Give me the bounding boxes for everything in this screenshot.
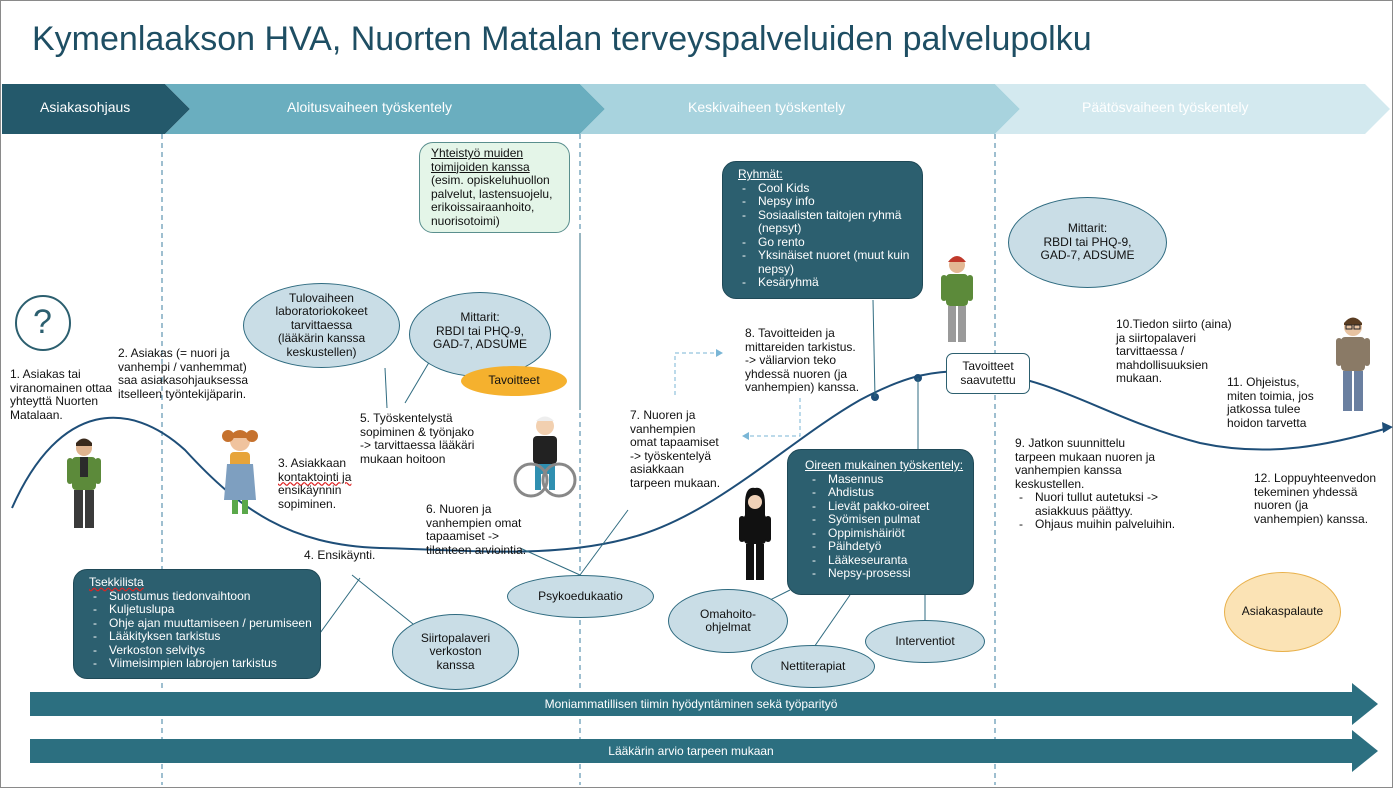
connector [580,510,628,575]
collaboration-box: Yhteistyö muiden toimijoiden kanssa (esim. opiskeluhuollon palvelut, lastensuojelu, erikoissairaanhoito, nuorisotoimi) [419,142,570,233]
checklist-box [73,569,321,679]
symptom-item: - Masennus [808,473,967,487]
group-item: - Kesäryhmä [738,276,916,290]
step-2: 2. Asiakas (= nuori ja vanhempi / vanhemmat) saa asiakasohjauksessa itselleen työntekijäparin. [118,346,249,401]
goals-reached-box: Tavoitteet saavutettu [946,353,1030,394]
group-item: - Go rento [738,236,916,250]
step-8: 8. Tavoitteiden ja mittareiden tarkistus. -> väliarvion teko yhdessä nuoren (ja vanhempien) kanssa. [745,326,860,394]
symptom-work-box [787,449,974,595]
step-11: 11. Ohjeistus, miten toimia, jos jatkossa tulee hoidon tarvetta [1227,375,1314,430]
step-12: 12. Loppuyhteenvedon tekeminen yhdessä nuoren (ja vanhempien) kanssa. [1254,471,1377,526]
psychoeducation-ellipse: Psykoedukaatio [507,575,654,618]
symptom-item: - Ahdistus [808,486,967,500]
step-3: 3. Asiakkaan kontaktointi ja ensikäynnin sopiminen. [278,456,352,511]
step-10: 10.Tiedon siirto (aina) ja siirtopalaveri tarvittaessa / mahdollisuuksien mukaan. [1116,317,1232,385]
page-title: Kymenlaakson HVA, Nuorten Matalan terveyspalveluiden palvelupolku [32,20,1092,58]
symptom-item: - Nepsy-prosessi [808,567,967,581]
symptom-item: - Syömisen pulmat [808,513,967,527]
phase-label-4: Päätösvaiheen työskentely [1082,99,1249,115]
phase-label-1: Asiakasohjaus [40,99,131,115]
connector [385,368,387,408]
doctor-assessment-bar [30,739,1352,763]
customer-feedback-ellipse: Asiakaspalaute [1224,572,1341,652]
checklist-item: - Kuljetuslupa [89,603,314,617]
step-5: 5. Työskentelystä sopiminen & työnjako -> tarvittaessa lääkäri mukaan hoitoon [360,411,475,466]
groups-box [722,161,923,299]
groups-title: Ryhmät: [738,167,783,181]
symptom-item: - Lääkeseuranta [808,554,967,568]
multiprofessional-bar-arrowhead [1352,683,1378,725]
connector [315,578,360,640]
connector [873,300,875,397]
goals-ellipse: Tavoitteet [461,366,567,396]
net-therapies-ellipse: Nettiterapiat [751,645,875,688]
dashed-arrowhead [742,432,749,440]
symptom-title: Oireen mukainen työskentely: [805,458,964,472]
dashed-arrow [745,398,800,436]
checklist-item: - Ohje ajan muuttamiseen / perumiseen [89,617,314,631]
question-mark-icon: ? [33,303,52,341]
multiprofessional-bar [30,692,1352,716]
symptom-item: - Oppimishäiriöt [808,527,967,541]
connector [520,548,580,575]
interventions-ellipse: Interventiot [865,620,985,663]
pathway-curve-arrowhead [1382,422,1393,433]
transfer-meeting-ellipse: Siirtopalaveri verkoston kanssa [392,614,519,690]
symptom-item: - Päihdetyö [808,540,967,554]
checklist-item: - Viimeisimpien labrojen tarkistus [89,657,314,671]
checklist-title: Tsekkilista [89,575,144,589]
dashed-arrow [675,353,720,395]
checklist-item: - Lääkityksen tarkistus [89,630,314,644]
step-1: 1. Asiakas tai viranomainen ottaa yhteyttä Nuorten Matalaan. [10,367,113,422]
lab-tests-ellipse: Tulovaiheen laboratoriokokeet tarvittaessa (lääkärin kanssa keskustellen) [243,283,400,368]
step-9-item: - Nuori tullut autetuksi -> asiakkuus päättyy. [1015,491,1185,518]
connector [352,575,418,628]
meters-ellipse-1: Mittarit: RBDI tai PHQ-9, GAD-7, ADSUME [409,292,551,377]
meters-ellipse-2: Mittarit: RBDI tai PHQ-9, GAD-7, ADSUME [1008,197,1167,288]
checklist-item: - Verkoston selvitys [89,644,314,658]
step-6: 6. Nuoren ja vanhempien omat tapaamiset -> tilanteen arviointia. [426,502,527,557]
group-item: - Cool Kids [738,182,916,196]
dashed-arrowhead [716,349,723,357]
symptom-item: - Lievät pakko-oireet [808,500,967,514]
step-9: 9. Jatkon suunnittelu tarpeen mukaan nuoren ja vanhempien kanssa keskustellen. - Nuori tullut autetuksi -> asiakkuus päättyy. - Ohjaus muihin palveluihin. [1015,437,1185,532]
doctor-assessment-bar-label: Lääkärin arvio tarpeen mukaan [608,744,774,758]
group-item: - Nepsy info [738,195,916,209]
step-7: 7. Nuoren ja vanhempien omat tapaamiset -> työskentelyä asiakkaan tarpeen mukaan. [630,408,721,490]
selfcare-programs-ellipse: Omahoito- ohjelmat [668,589,788,653]
doctor-assessment-bar-arrowhead [1352,730,1378,772]
step-4: 4. Ensikäynti. [304,548,376,562]
checklist-item: - Suostumus tiedonvaihtoon [89,590,314,604]
connector [812,595,850,650]
step-9-item: - Ohjaus muihin palveluihin. [1015,518,1185,532]
collaboration-title: Yhteistyö muiden toimijoiden kanssa [431,146,530,174]
phase-label-3: Keskivaiheen työskentely [688,99,846,115]
group-item: - Yksinäiset nuoret (muut kuin nepsy) [738,249,916,276]
phase-label-2: Aloitusvaiheen työskentely [287,99,452,115]
multiprofessional-bar-label: Moniammatillisen tiimin hyödyntäminen sekä työparityö [544,697,838,711]
group-item: - Sosiaalisten taitojen ryhmä (nepsyt) [738,209,916,236]
